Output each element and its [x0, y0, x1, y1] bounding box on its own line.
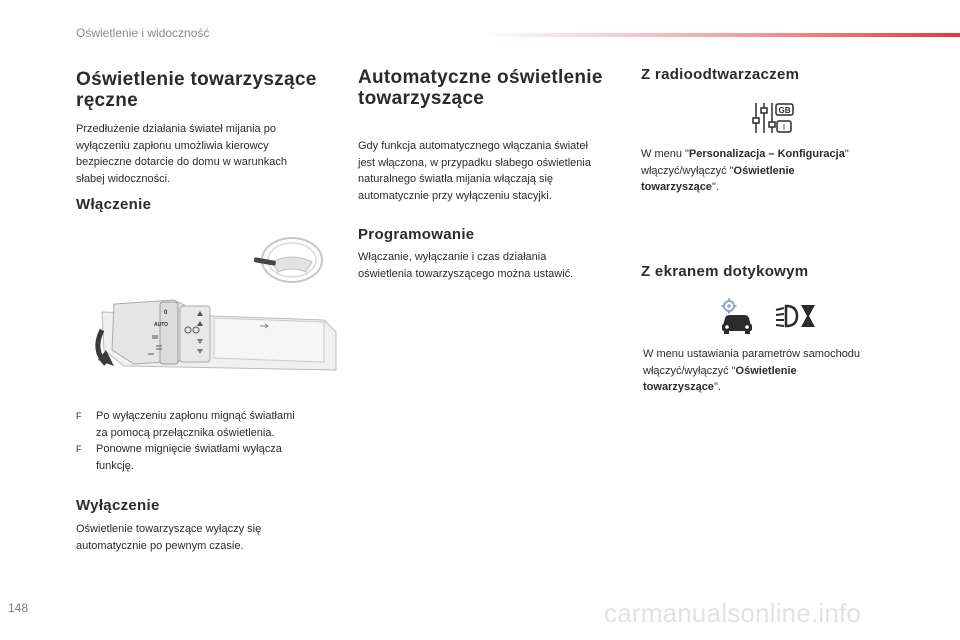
left-title-line1: Oświetlenie towarzyszące	[76, 69, 317, 90]
bullet-list	[76, 408, 346, 474]
middle-title	[358, 67, 603, 109]
left-title	[76, 69, 317, 111]
touch-text-line1: W menu ustawiania parametrów samochodu	[643, 348, 861, 360]
section-header: Oświetlenie i widoczność	[76, 26, 210, 40]
touch-text-line2: włączyć/wyłączyć "Oświetlenie	[643, 364, 797, 377]
radio-text	[641, 146, 901, 196]
radio-icon-gb-label: GB	[778, 106, 791, 115]
prog-text-line: oświetlenia towarzyszącego można ustawić.	[358, 267, 574, 280]
follow-me-home-icon	[775, 302, 817, 330]
bullet-item	[76, 441, 346, 474]
auto-text-line: automatycznie przy wyłączeniu stacyjki.	[358, 189, 552, 202]
left-intro-line: bezpieczne dotarcie do domu w warunkach	[76, 156, 287, 168]
radio-heading: Z radioodtwarzaczem	[641, 66, 800, 83]
on-heading: Włączenie	[76, 196, 152, 213]
stalk-illustration	[84, 232, 340, 382]
watermark: carmanualsonline.info	[604, 598, 862, 628]
car-settings-icon	[716, 298, 758, 334]
stalk-auto-label: AUTO	[154, 322, 169, 328]
auto-text	[358, 138, 628, 204]
steering-wheel-icon	[262, 238, 322, 282]
radio-text-line1: W menu "Personalizacja – Konfiguracja"	[641, 148, 849, 160]
prog-text-line: Włączanie, wyłączanie i czas działania	[358, 251, 547, 263]
prog-text	[358, 249, 628, 282]
bullet-line: funkcję.	[96, 459, 134, 472]
radio-text-line3: towarzyszące".	[641, 181, 719, 193]
bullet-line: za pomocą przełącznika oświetlenia.	[96, 426, 275, 439]
left-intro-line: słabej widoczności.	[76, 172, 171, 185]
left-intro-line: wyłączeniu zapłonu umożliwia kierowcy	[76, 139, 269, 152]
left-intro	[76, 121, 346, 187]
radio-text-line2: włączyć/wyłączyć "Oświetlenie	[641, 164, 795, 177]
middle-title-line1: Automatyczne oświetlenie	[358, 67, 603, 88]
auto-text-line: naturalnego światła mijania włączają się	[358, 173, 554, 185]
stalk-drawing	[84, 232, 340, 382]
auto-text-line: Gdy funkcja automatycznego włączania świateł	[358, 140, 588, 152]
bullet-mark: F	[76, 411, 82, 421]
bullet-line: Po wyłączeniu zapłonu mignąć światłami	[96, 410, 295, 422]
touch-text-line3: towarzyszące".	[643, 381, 721, 393]
prog-heading: Programowanie	[358, 226, 475, 243]
off-text-line: Oświetlenie towarzyszące wyłączy się	[76, 523, 262, 535]
radio-settings-icon	[750, 100, 796, 136]
off-text-line: automatycznie po pewnym czasie.	[76, 539, 244, 552]
off-heading: Wyłączenie	[76, 497, 160, 514]
left-intro-line: Przedłużenie działania świateł mijania po	[76, 123, 276, 135]
touch-heading: Z ekranem dotykowym	[641, 263, 809, 280]
header-rule	[480, 33, 960, 37]
middle-title-line2: towarzyszące	[358, 88, 485, 109]
bullet-mark: F	[76, 444, 82, 454]
lighting-stalk	[102, 300, 336, 370]
touch-text	[643, 346, 903, 396]
bullet-item	[76, 408, 346, 441]
auto-text-line: jest włączona, w przypadku słabego oświetlenia	[358, 156, 591, 169]
radio-icon-i-label: I	[782, 123, 786, 132]
off-text	[76, 521, 346, 554]
bullet-line: Ponowne mignięcie światłami wyłącza	[96, 443, 282, 455]
stalk-zero-label: 0	[164, 310, 168, 316]
left-title-line2: ręczne	[76, 90, 139, 111]
page-number: 148	[8, 601, 29, 615]
